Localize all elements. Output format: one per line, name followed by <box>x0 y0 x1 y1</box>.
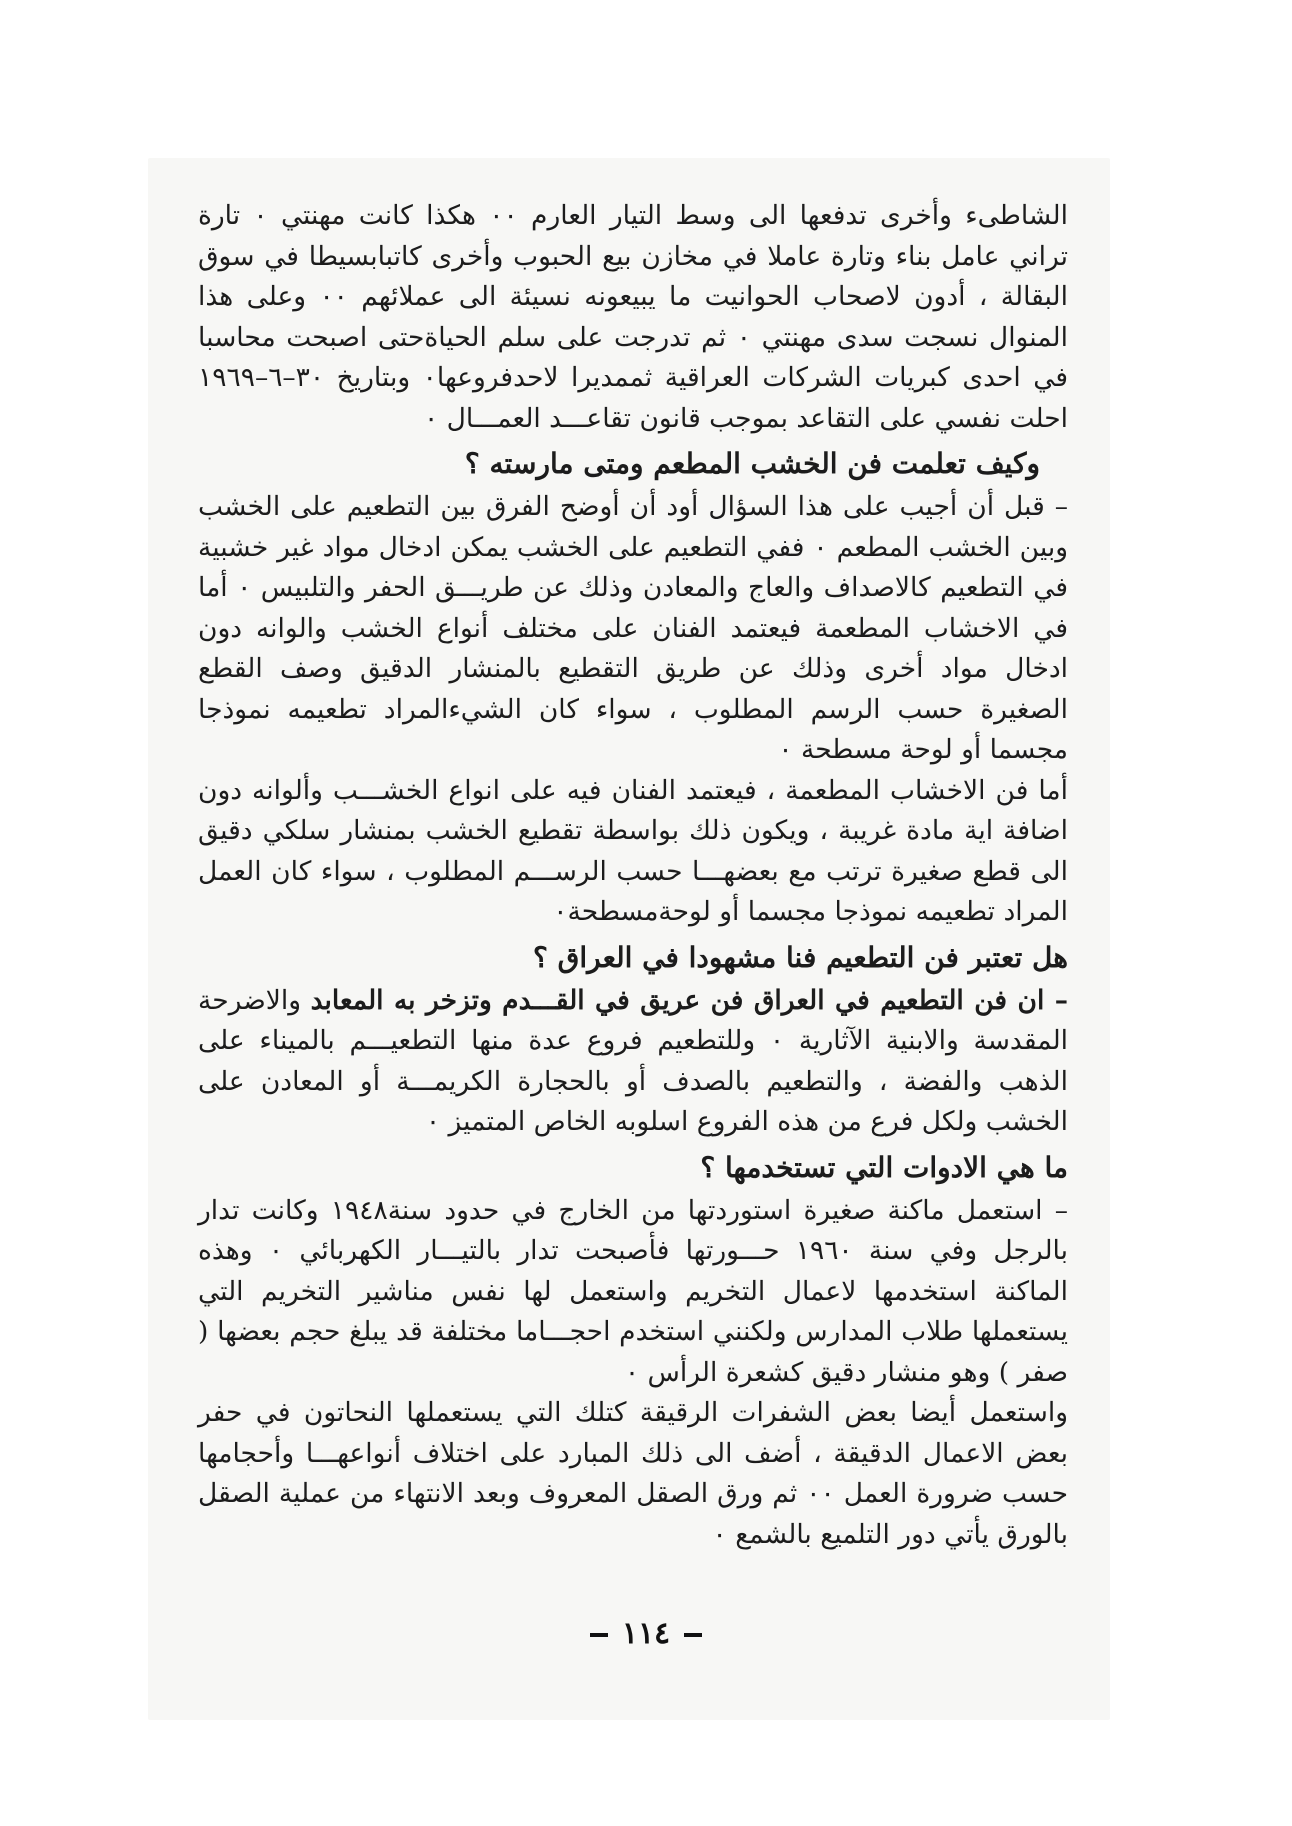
heading-tools-used: ما هي الادوات التي تستخدمها ؟ <box>700 1150 1068 1184</box>
heading-how-learned: وكيف تعلمت فن الخشب المطعم ومتى مارسته ؟ <box>464 447 1040 480</box>
paragraph-finishing-tools: واستعمل أيضا بعض الشفرات الرقيقة كتلك التي يستعملها النحاتون في حفر بعض الاعمال الدقيقة ، أضف الى ذلك المبارد على اختلاف أنواعهـــا وأحجامها حسب ضرورة العمل ٠٠ ثم ورق الصقل المعروف وبعد الانتهاء من عملية الصقل بالورق يأتي دور التلميع بالشمع ٠ <box>198 1397 1068 1550</box>
page-number-dash-right <box>590 1633 608 1637</box>
paragraph-inlay-heritage <box>198 981 1068 1143</box>
paragraph-career-history: الشاطىء وأخرى تدفعها الى وسط التيار العارم ٠٠ هكذا كانت مهنتي ٠ تارة تراني عامل بناء وتارة عاملا في مخازن بيع الحبوب وأخرى كاتبابسيطا في سوق البقالة ، أدون لاصحاب الحوانيت ما يبيعونه نسيئة الى عملائهم ٠٠ وعلى هذا المنوال نسجت سدى مهنتي ٠ ثم تدرجت على سلم الحياةحتى اصبحت محاسبا في احدى كبريات الشركات العراقية ثممديرا لاحدفروعها٠ وبتاريخ ٣٠–٦–١٩٦٩ احلت نفسي على التقاعد بموجب قانون تقاعـــد العمـــال ٠ <box>198 200 1068 434</box>
document-page <box>198 196 1068 1616</box>
paragraph-machine-tools: – استعمل ماكنة صغيرة استوردتها من الخارج في حدود سنة١٩٤٨ وكانت تدار بالرجل وفي سنة ١٩٦٠ حـــورتها فأصبحت تدار بالتيـــار الكهربائي ٠ وهذه الماكنة استخدمها لاعمال التخريم واستعمل لها نفس مناشير التخريم التي يستعملها طلاب المدارس ولكنني استخدم احجـــاما مختلفة قد يبلغ حجم بعضها ( صفر ) وهو منشار دقيق كشعرة الرأس ٠ <box>198 1194 1068 1388</box>
heading-inlay-in-iraq: هل تعتبر فن التطعيم فنا مشهودا في العراق ؟ <box>533 940 1068 974</box>
paragraph-inlay-difference: – قبل أن أجيب على هذا السؤال أود أن أوضح الفرق بين التطعيم على الخشب وبين الخشب المطعم ٠ ففي التطعيم على الخشب يمكن ادخال مواد غير خشبية في التطعيم كالاصداف والعاج والمعادن وذلك عن طريـــق الحفر والتلبيس ٠ أما في الاخشاب المطعمة فيعتمد الفنان على مختلف أنواع الخشب والوانه دون ادخال مواد أخرى وذلك عن طريق التقطيع بالمنشار الدقيق وصف القطع الصغيرة حسب الرسم المطلوب ، سواء كان الشيءالمراد تطعيمه نموذجا مجسما أو لوحة مسطحة ٠ <box>198 491 1069 765</box>
paragraph-inlaid-wood-art: أما فن الاخشاب المطعمة ، فيعتمد الفنان فيه على انواع الخشـــب وألوانه دون اضافة اية مادة غريبة ، ويكون ذلك بواسطة تقطيع الخشب بمنشار سلكي دقيق الى قطع صغيرة ترتب مع بعضهـــا حسب الرســـم المطلوب ، سواء كان العمل المراد تطعيمه نموذجا مجسما أو لوحةمسطحة٠ <box>198 774 1068 927</box>
page-number-dash-left <box>684 1633 702 1637</box>
page-number <box>0 1616 1292 1651</box>
paragraph-inlay-heritage-lead: – ان فن التطعيم في العراق فن عريق في القـــدم وتزخر به المعابد <box>310 984 1068 1016</box>
paragraph-inlay-heritage-rest: والاضرحة المقدسة والابنية الآثارية ٠ وللتطعيم فروع عدة منها التطعيـــم بالميناء على الذهب والفضة ، والتطعيم بالصدف أو بالحجارة الكريمـــة أو المعادن على الخشب ولكل فرع من هذه الفروع اسلوبه الخاص المتميز ٠ <box>198 984 1069 1137</box>
page-number-value: ١١٤ <box>621 1616 671 1651</box>
